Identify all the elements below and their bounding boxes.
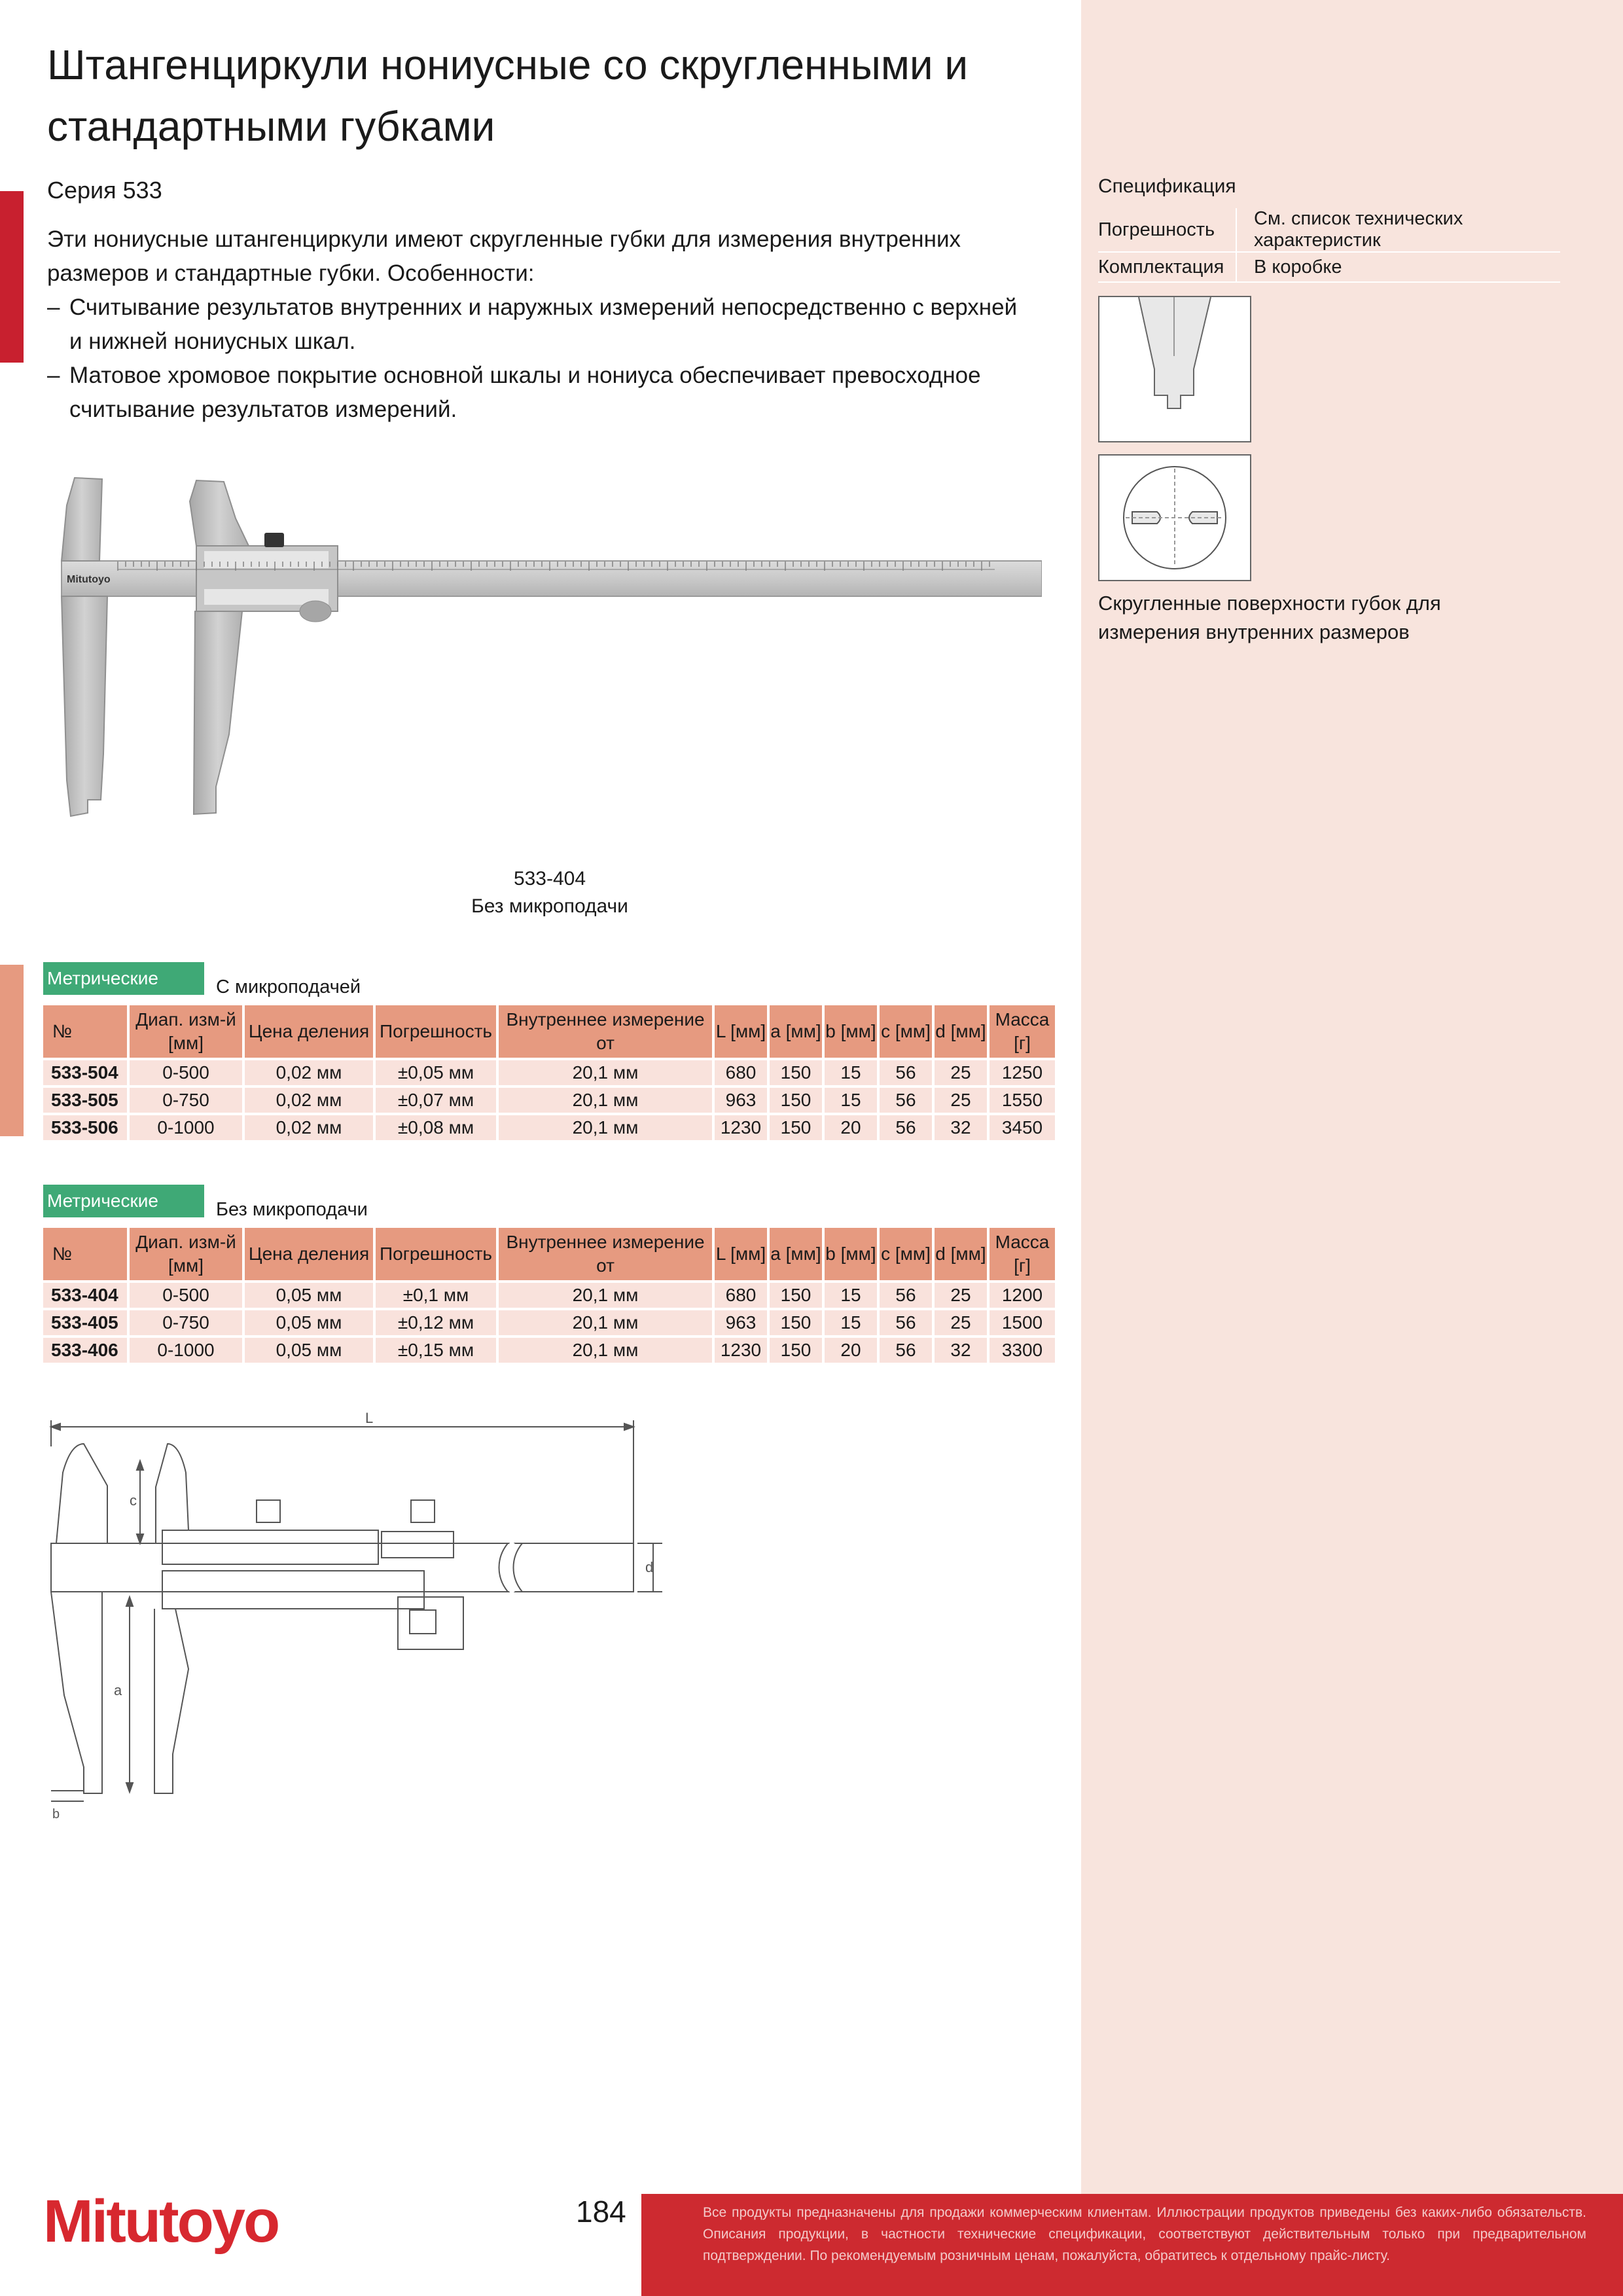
table-row xyxy=(43,1310,1055,1335)
cell-c: 56 xyxy=(880,1115,932,1140)
cell-range: 0-1000 xyxy=(130,1338,242,1363)
photo-caption-text: Без микроподачи xyxy=(471,895,628,917)
cell-b: 20 xyxy=(825,1115,877,1140)
cell-a: 150 xyxy=(770,1283,822,1308)
caliper-photo xyxy=(52,473,1042,826)
cell-code: 533-406 xyxy=(43,1338,127,1363)
cell-d: 25 xyxy=(935,1088,987,1113)
cell-L: 963 xyxy=(715,1088,767,1113)
cell-d: 25 xyxy=(935,1283,987,1308)
table-row xyxy=(43,1283,1055,1308)
feature-list xyxy=(47,291,1035,427)
jaw-tip-illustration xyxy=(1098,296,1251,442)
caliper-brand-mark: Mitutoyo xyxy=(67,574,111,585)
cell-inner: 20,1 мм xyxy=(499,1283,712,1308)
cell-code: 533-505 xyxy=(43,1088,127,1113)
col-header-no: № xyxy=(43,1005,127,1058)
col-header-range: Диап. изм-й [мм] xyxy=(130,1228,242,1280)
table-without-fine-adjust xyxy=(43,1185,1059,1365)
col-header-inner: Внутреннее измерение от xyxy=(499,1228,712,1280)
col-header-b: b [мм] xyxy=(825,1228,877,1280)
cell-mass: 3450 xyxy=(990,1115,1055,1140)
jaw-caption: Скругленные поверхности губок для измерения внутренних размеров xyxy=(1098,592,1441,643)
cell-c: 56 xyxy=(880,1088,932,1113)
cell-d: 32 xyxy=(935,1115,987,1140)
dim-label-a: a xyxy=(114,1682,122,1698)
cell-range: 0-750 xyxy=(130,1310,242,1335)
cell-range: 0-500 xyxy=(130,1060,242,1085)
cell-d: 25 xyxy=(935,1060,987,1085)
cell-range: 0-500 xyxy=(130,1283,242,1308)
cell-b: 15 xyxy=(825,1283,877,1308)
table-with-fine-adjust xyxy=(43,962,1059,1143)
cell-accuracy: ±0,05 мм xyxy=(376,1060,496,1085)
mitutoyo-logo: Mitutoyo xyxy=(43,2188,279,2255)
dim-label-c: c xyxy=(130,1492,137,1509)
col-header-c: c [мм] xyxy=(880,1005,932,1058)
cell-accuracy: ±0,15 мм xyxy=(376,1338,496,1363)
col-header-accuracy: Погрешность xyxy=(376,1005,496,1058)
cell-a: 150 xyxy=(770,1115,822,1140)
cell-b: 15 xyxy=(825,1310,877,1335)
spec-key: Погрешность xyxy=(1098,208,1236,252)
col-header-L: L [мм] xyxy=(715,1228,767,1280)
section-marker-red xyxy=(0,191,24,363)
cell-mass: 3300 xyxy=(990,1338,1055,1363)
cell-b: 20 xyxy=(825,1338,877,1363)
cell-mass: 1200 xyxy=(990,1283,1055,1308)
cell-c: 56 xyxy=(880,1338,932,1363)
col-header-accuracy: Погрешность xyxy=(376,1228,496,1280)
feature-item: – Считывание результатов внутренних и наружных измерений непосредственно с верхней и нижней нониусных шкал. xyxy=(47,295,1018,354)
cell-c: 56 xyxy=(880,1283,932,1308)
cell-code: 533-405 xyxy=(43,1310,127,1335)
photo-caption-code: 533-404 xyxy=(513,868,586,889)
col-header-mass: Масса [г] xyxy=(990,1228,1055,1280)
photo-caption xyxy=(393,865,707,920)
cell-inner: 20,1 мм xyxy=(499,1115,712,1140)
col-header-d: d [мм] xyxy=(935,1228,987,1280)
cell-L: 680 xyxy=(715,1060,767,1085)
cell-inner: 20,1 мм xyxy=(499,1310,712,1335)
spec-row xyxy=(1098,208,1560,252)
cell-code: 533-504 xyxy=(43,1060,127,1085)
cell-accuracy: ±0,07 мм xyxy=(376,1088,496,1113)
spec-summary-table xyxy=(1098,208,1560,283)
cell-mass: 1550 xyxy=(990,1088,1055,1113)
dim-label-b: b xyxy=(52,1807,60,1820)
cell-a: 150 xyxy=(770,1310,822,1335)
series-label: Серия 533 xyxy=(47,177,162,204)
table-row xyxy=(43,1115,1055,1140)
cell-graduation: 0,02 мм xyxy=(245,1088,373,1113)
cell-inner: 20,1 мм xyxy=(499,1060,712,1085)
cell-inner: 20,1 мм xyxy=(499,1088,712,1113)
cell-graduation: 0,02 мм xyxy=(245,1115,373,1140)
table-sublabel: С микроподачей xyxy=(216,977,361,997)
col-header-d: d [мм] xyxy=(935,1005,987,1058)
cell-mass: 1500 xyxy=(990,1310,1055,1335)
cell-graduation: 0,05 мм xyxy=(245,1283,373,1308)
cell-L: 1230 xyxy=(715,1115,767,1140)
table-header-row xyxy=(43,1005,1055,1058)
feature-item: – Матовое хромовое покрытие основной шкалы и нониуса обеспечивает превосходное считывание результатов измерений. xyxy=(47,363,981,422)
feature-text: Матовое хромовое покрытие основной шкалы и нониуса обеспечивает превосходное считывание результатов измерений. xyxy=(69,363,981,422)
cell-inner: 20,1 мм xyxy=(499,1338,712,1363)
table-sublabel: Без микроподачи xyxy=(216,1199,368,1220)
cell-graduation: 0,05 мм xyxy=(245,1338,373,1363)
cell-c: 56 xyxy=(880,1310,932,1335)
cell-graduation: 0,02 мм xyxy=(245,1060,373,1085)
col-header-a: a [мм] xyxy=(770,1228,822,1280)
cell-code: 533-506 xyxy=(43,1115,127,1140)
cell-mass: 1250 xyxy=(990,1060,1055,1085)
cell-c: 56 xyxy=(880,1060,932,1085)
spec-table xyxy=(41,1225,1058,1365)
spec-row xyxy=(1098,252,1560,282)
dim-label-L: L xyxy=(365,1410,374,1426)
col-header-c: c [мм] xyxy=(880,1228,932,1280)
dimension-drawing xyxy=(45,1401,673,1820)
col-header-b: b [мм] xyxy=(825,1005,877,1058)
cell-L: 963 xyxy=(715,1310,767,1335)
cell-a: 150 xyxy=(770,1088,822,1113)
cell-code: 533-404 xyxy=(43,1283,127,1308)
spec-value: См. список технических характеристик xyxy=(1236,208,1560,252)
cell-accuracy: ±0,1 мм xyxy=(376,1283,496,1308)
section-marker-salmon xyxy=(0,965,24,1136)
intro-text: Эти нониусные штангенциркули имеют скругленные губки для измерения внутренних размеров и стандартные губки. Особенности: xyxy=(47,226,961,286)
table-row xyxy=(43,1060,1055,1085)
cell-accuracy: ±0,12 мм xyxy=(376,1310,496,1335)
metric-tag: Метрические xyxy=(43,962,204,995)
spec-title: Спецификация xyxy=(1098,175,1236,197)
table-row xyxy=(43,1338,1055,1363)
cell-a: 150 xyxy=(770,1338,822,1363)
cell-range: 0-750 xyxy=(130,1088,242,1113)
feature-text: Считывание результатов внутренних и наружных измерений непосредственно с верхней и нижней нониусных шкал. xyxy=(69,295,1018,354)
cell-d: 32 xyxy=(935,1338,987,1363)
page-number: 184 xyxy=(576,2195,626,2229)
cell-range: 0-1000 xyxy=(130,1115,242,1140)
cell-a: 150 xyxy=(770,1060,822,1085)
cell-accuracy: ±0,08 мм xyxy=(376,1115,496,1140)
col-header-L: L [мм] xyxy=(715,1005,767,1058)
spec-table xyxy=(41,1003,1058,1143)
col-header-a: a [мм] xyxy=(770,1005,822,1058)
col-header-graduation: Цена деления xyxy=(245,1005,373,1058)
table-header-row xyxy=(43,1228,1055,1280)
cell-L: 680 xyxy=(715,1283,767,1308)
cell-d: 25 xyxy=(935,1310,987,1335)
col-header-inner: Внутреннее измерение от xyxy=(499,1005,712,1058)
cell-graduation: 0,05 мм xyxy=(245,1310,373,1335)
cell-b: 15 xyxy=(825,1088,877,1113)
col-header-no: № xyxy=(43,1228,127,1280)
col-header-range: Диап. изм-й [мм] xyxy=(130,1005,242,1058)
spec-value: В коробке xyxy=(1236,252,1560,282)
page-title: Штангенциркули нониусные со скругленными и стандартными губками xyxy=(47,41,969,150)
spec-key: Комплектация xyxy=(1098,252,1236,282)
cell-L: 1230 xyxy=(715,1338,767,1363)
col-header-graduation: Цена деления xyxy=(245,1228,373,1280)
col-header-mass: Масса [г] xyxy=(990,1005,1055,1058)
table-row xyxy=(43,1088,1055,1113)
footer-disclaimer: Все продукты предназначены для продажи коммерческим клиентам. Иллюстрации продуктов приведены без каких-либо обязательств. Описания продукции, в частности технические спецификации, соответствуют действительным только при предварительном подтверждении. По рекомендуемым розничным ценам, пожалуйста, обратитесь к отдельному прайс-листу. xyxy=(703,2205,1586,2263)
cell-b: 15 xyxy=(825,1060,877,1085)
metric-tag: Метрические xyxy=(43,1185,204,1217)
dim-label-d: d xyxy=(645,1559,654,1575)
round-jaw-illustration xyxy=(1098,454,1251,581)
